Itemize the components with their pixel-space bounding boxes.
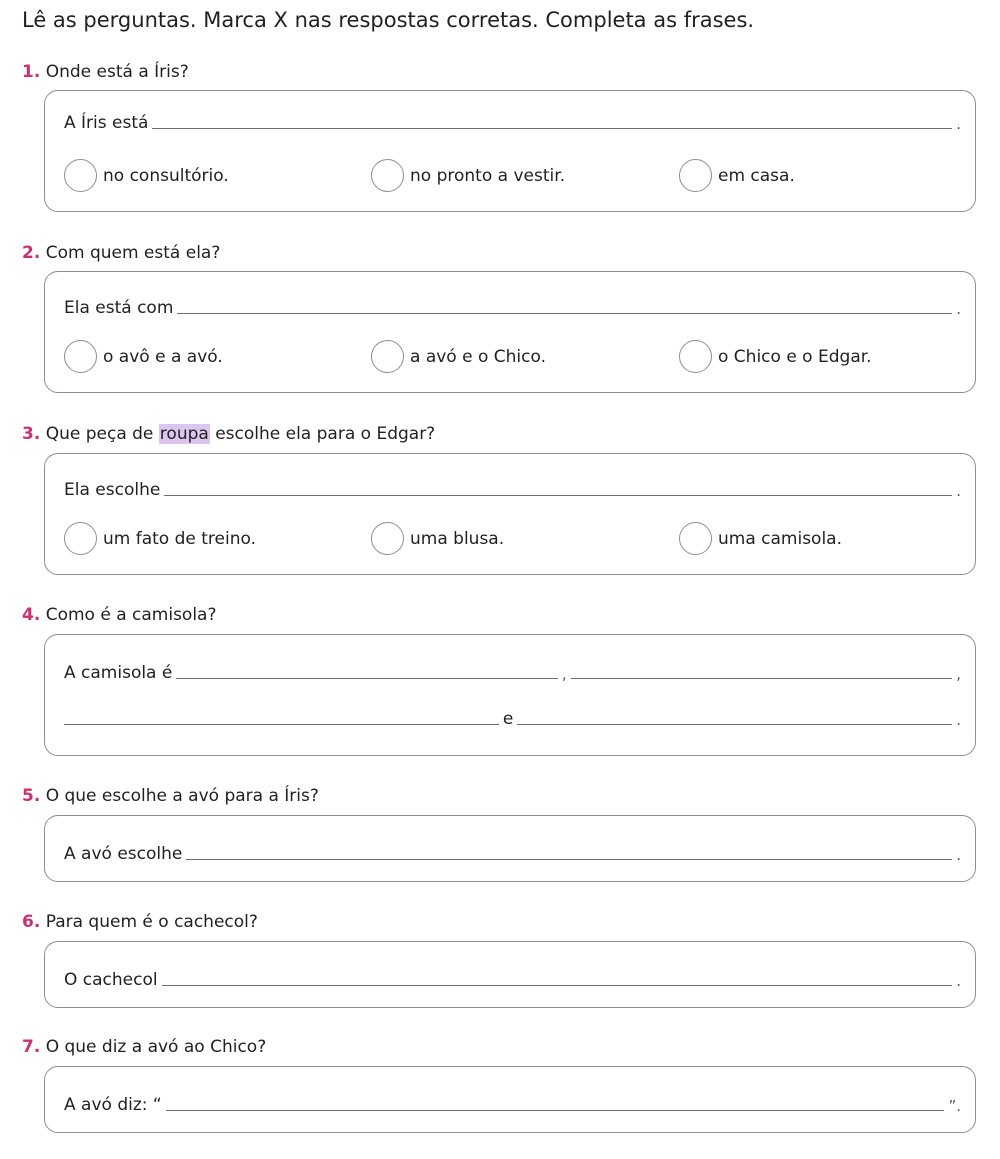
checkbox-circle[interactable] <box>679 522 712 555</box>
option-label: um fato de treino. <box>103 528 257 549</box>
option-2c[interactable] <box>679 340 872 373</box>
option-label: o Chico e o Edgar. <box>718 346 872 367</box>
question-number: 2. <box>22 243 41 263</box>
answer-box-7 <box>44 1066 976 1133</box>
question-text: Com quem está ela? <box>45 243 221 263</box>
answer-prompt: A camisola é <box>64 663 173 683</box>
answer-blank[interactable] <box>186 859 952 860</box>
question-3 <box>22 424 435 444</box>
checkbox-circle[interactable] <box>371 340 404 373</box>
answer-prompt: Ela escolhe <box>64 480 161 500</box>
option-1b[interactable] <box>371 159 565 192</box>
answer-blank[interactable] <box>177 313 952 314</box>
answer-line-1 <box>64 663 961 683</box>
question-number: 1. <box>22 62 41 82</box>
answer-blank[interactable] <box>571 678 953 679</box>
question-number: 3. <box>22 424 41 444</box>
option-3b[interactable] <box>371 522 504 555</box>
answer-blank[interactable] <box>166 1110 945 1111</box>
question-text: O que escolhe a avó para a Íris? <box>45 786 319 806</box>
option-label: uma blusa. <box>410 528 505 549</box>
answer-blank[interactable] <box>162 985 953 986</box>
answer-blank[interactable] <box>164 495 952 496</box>
option-label: o avô e a avó. <box>103 346 223 367</box>
question-5 <box>22 786 319 806</box>
end-punctuation: . <box>956 846 961 864</box>
option-label: a avó e o Chico. <box>410 346 546 367</box>
conjunction: e <box>502 709 514 729</box>
option-3c[interactable] <box>679 522 842 555</box>
option-1c[interactable] <box>679 159 795 192</box>
answer-blank[interactable] <box>517 724 952 725</box>
answer-box-5 <box>44 815 976 882</box>
question-1 <box>22 62 189 82</box>
question-text: Para quem é o cachecol? <box>45 912 258 932</box>
end-punctuation: . <box>956 115 961 133</box>
answer-line-2 <box>64 709 961 729</box>
comma: , <box>956 665 961 683</box>
answer-line <box>64 1095 961 1115</box>
option-3a[interactable] <box>64 522 256 555</box>
end-punctuation: ”. <box>948 1097 961 1115</box>
answer-line <box>64 970 961 990</box>
answer-box-6 <box>44 941 976 1008</box>
option-2b[interactable] <box>371 340 546 373</box>
question-6 <box>22 912 258 932</box>
answer-prompt: A avó diz: “ <box>64 1095 162 1115</box>
end-punctuation: . <box>956 482 961 500</box>
question-number: 4. <box>22 605 41 625</box>
checkbox-circle[interactable] <box>679 340 712 373</box>
question-number: 6. <box>22 912 41 932</box>
answer-prompt: A Íris está <box>64 113 149 133</box>
checkbox-circle[interactable] <box>371 159 404 192</box>
highlighted-word: roupa <box>159 424 209 444</box>
end-punctuation: . <box>956 711 961 729</box>
answer-box-2 <box>44 271 976 393</box>
option-2a[interactable] <box>64 340 223 373</box>
option-label: uma camisola. <box>718 528 843 549</box>
answer-blank[interactable] <box>176 678 558 679</box>
answer-line <box>64 480 961 500</box>
end-punctuation: . <box>956 972 961 990</box>
question-2 <box>22 243 220 263</box>
answer-line <box>64 298 961 318</box>
option-1a[interactable] <box>64 159 229 192</box>
option-label: no consultório. <box>103 165 229 186</box>
answer-blank[interactable] <box>64 724 499 725</box>
answer-blank[interactable] <box>152 128 952 129</box>
answer-box-3 <box>44 453 976 575</box>
question-number: 5. <box>22 786 41 806</box>
question-text: Onde está a Íris? <box>45 62 189 82</box>
question-4 <box>22 605 217 625</box>
option-label: em casa. <box>718 165 795 186</box>
question-text-after: escolhe ela para o Edgar? <box>215 424 436 444</box>
end-punctuation: . <box>956 300 961 318</box>
instructions: Lê as perguntas. Marca X nas respostas corretas. Completa as frases. <box>22 8 755 32</box>
question-text: O que diz a avó ao Chico? <box>45 1037 267 1057</box>
question-7 <box>22 1037 266 1057</box>
comma: , <box>561 665 567 683</box>
answer-line <box>64 844 961 864</box>
answer-box-4 <box>44 634 976 756</box>
answer-box-1 <box>44 90 976 212</box>
checkbox-circle[interactable] <box>371 522 404 555</box>
checkbox-circle[interactable] <box>64 159 97 192</box>
question-text-before: Que peça de <box>45 424 154 444</box>
answer-prompt: Ela está com <box>64 298 174 318</box>
answer-prompt: A avó escolhe <box>64 844 183 864</box>
question-text: Como é a camisola? <box>45 605 217 625</box>
option-label: no pronto a vestir. <box>410 165 566 186</box>
question-number: 7. <box>22 1037 41 1057</box>
checkbox-circle[interactable] <box>64 522 97 555</box>
checkbox-circle[interactable] <box>64 340 97 373</box>
answer-line <box>64 113 961 133</box>
checkbox-circle[interactable] <box>679 159 712 192</box>
answer-prompt: O cachecol <box>64 970 158 990</box>
